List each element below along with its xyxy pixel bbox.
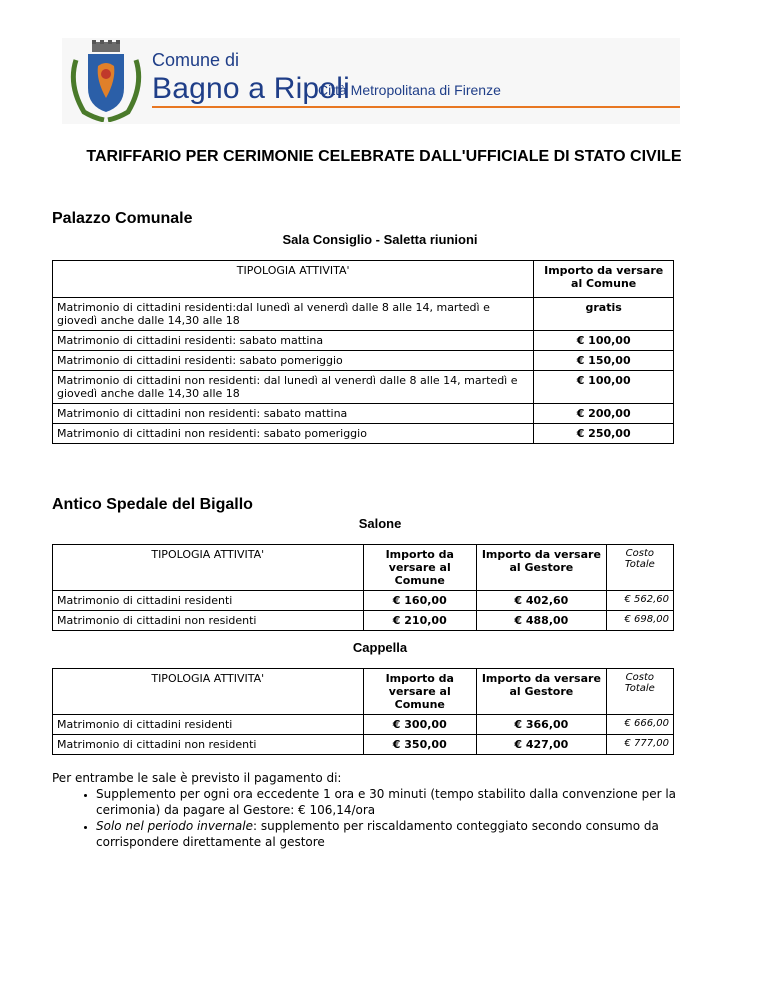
column-header-comune: Importo da versare al Comune [363,545,477,591]
column-header-totale: Costo Totale [606,545,673,591]
room-heading-sala-consiglio: Sala Consiglio - Saletta riunioni [282,232,478,247]
amount-cell: € 150,00 [534,351,674,371]
column-header-gestore: Importo da versare al Gestore [477,669,607,715]
table-header-row [53,261,674,298]
note-heating-supplement: : supplemento per riscaldamento conteggiato secondo consumo da corrispondere direttamente al gestore [96,819,659,849]
gestore-amount-cell: € 427,00 [477,735,607,755]
activity-cell: Matrimonio di cittadini residenti [53,715,364,735]
table-row [53,735,674,755]
table-row [53,351,674,371]
document-title: TARIFFARIO PER CERIMONIE CELEBRATE DALL'UFFICIALE DI STATO CIVILE [86,148,682,165]
activity-cell: Matrimonio di cittadini non residenti: sabato mattina [53,404,534,424]
note-overtime-supplement: Supplemento per ogni ora eccedente 1 ora e 30 minuti (tempo stabilito dalla convenzione per la cerimonia) da pagare al Gestore: € 106,14/ora [96,787,677,817]
cappella-fee-table [52,668,674,755]
amount-cell: € 250,00 [534,424,674,444]
header-divider [152,106,680,108]
column-header-activity: TIPOLOGIA ATTIVITA' [53,261,534,298]
activity-cell: Matrimonio di cittadini residenti:dal lunedì al venerdì dalle 8 alle 14, martedì e giovedì anche dalle 14,30 alle 18 [53,298,534,331]
salone-fee-table [52,544,674,631]
activity-cell: Matrimonio di cittadini non residenti [53,735,364,755]
table-row [53,371,674,404]
gestore-amount-cell: € 366,00 [477,715,607,735]
activity-cell: Matrimonio di cittadini residenti: sabato mattina [53,331,534,351]
activity-cell: Matrimonio di cittadini non residenti [53,611,364,631]
activity-cell: Matrimonio di cittadini residenti: sabato pomeriggio [53,351,534,371]
amount-cell: € 200,00 [534,404,674,424]
notes-section [52,770,712,850]
table-row [53,715,674,735]
column-header-totale: Costo Totale [606,669,673,715]
note-winter-label: Solo nel periodo invernale [96,819,254,833]
notes-list [52,786,712,850]
header-comune-di: Comune di [152,50,240,70]
total-cost-cell: € 698,00 [606,611,673,631]
table-row [53,591,674,611]
section-heading-palazzo: Palazzo Comunale [52,210,193,227]
table-header-row [53,669,674,715]
palazzo-fee-table [52,260,674,444]
column-header-amount: Importo da versare al Comune [534,261,674,298]
activity-cell: Matrimonio di cittadini residenti [53,591,364,611]
room-heading-salone: Salone [358,516,402,531]
activity-cell: Matrimonio di cittadini non residenti: dal lunedì al venerdì dalle 8 alle 14, martedì e giovedì anche dalle 14,30 alle 18 [53,371,534,404]
notes-intro: Per entrambe le sale è previsto il pagamento di: [52,771,342,785]
column-header-activity: TIPOLOGIA ATTIVITA' [53,545,364,591]
activity-cell: Matrimonio di cittadini non residenti: sabato pomeriggio [53,424,534,444]
header-town-name: Bagno a Ripoli [152,72,350,105]
table-header-row [53,545,674,591]
amount-cell: € 100,00 [534,331,674,351]
comune-amount-cell: € 210,00 [363,611,477,631]
table-row [53,424,674,444]
gestore-amount-cell: € 402,60 [477,591,607,611]
gestore-amount-cell: € 488,00 [477,611,607,631]
amount-cell: gratis [534,298,674,331]
total-cost-cell: € 777,00 [606,735,673,755]
column-header-activity: TIPOLOGIA ATTIVITA' [53,669,364,715]
table-row [53,331,674,351]
header-metro: Città Metropolitana di Firenze [318,82,501,98]
municipal-crest-icon [64,40,148,122]
amount-cell: € 100,00 [534,371,674,404]
comune-amount-cell: € 160,00 [363,591,477,611]
table-row [53,298,674,331]
table-row [53,611,674,631]
total-cost-cell: € 666,00 [606,715,673,735]
total-cost-cell: € 562,60 [606,591,673,611]
column-header-gestore: Importo da versare al Gestore [477,545,607,591]
table-row [53,404,674,424]
section-heading-bigallo: Antico Spedale del Bigallo [52,496,253,513]
comune-amount-cell: € 350,00 [363,735,477,755]
list-item [96,786,712,818]
comune-amount-cell: € 300,00 [363,715,477,735]
room-heading-cappella: Cappella [352,640,408,655]
column-header-comune: Importo da versare al Comune [363,669,477,715]
list-item [96,818,712,850]
